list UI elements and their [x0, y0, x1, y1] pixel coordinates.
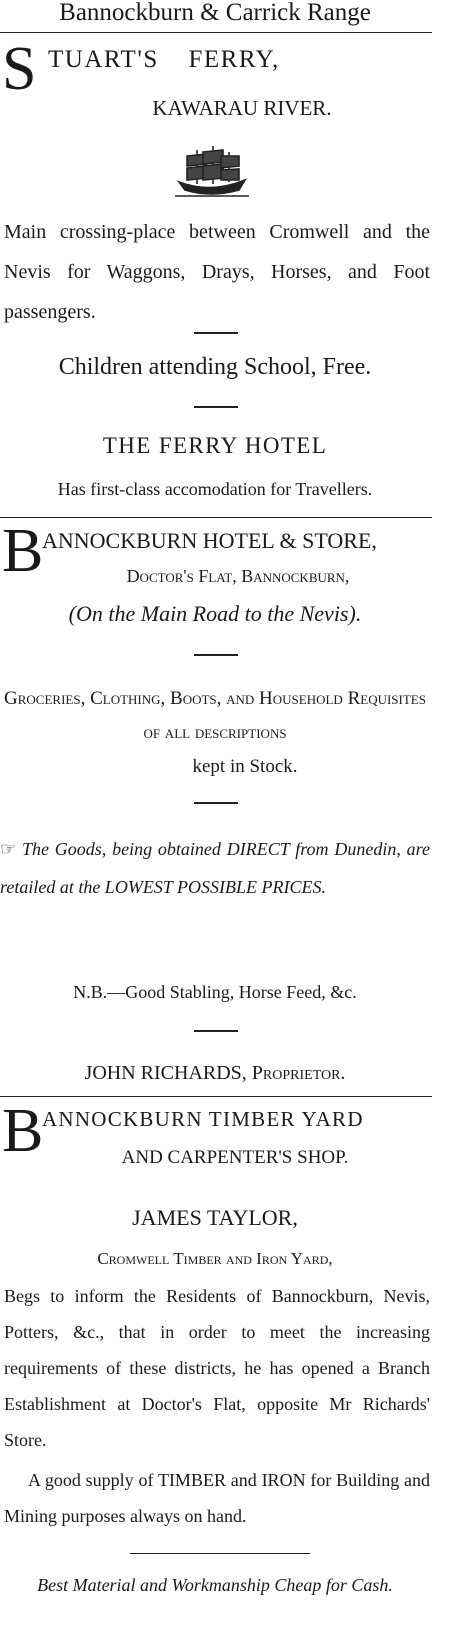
rule-header — [0, 32, 432, 33]
store-goods — [0, 830, 430, 906]
rule-after-store — [0, 1096, 432, 1097]
ferry-children: Children attending School, Free. — [58, 354, 372, 380]
timber-body-text: Begs to inform the Residents of Bannockburn, Nevis, Potters, &c., that in order to meet the increasing requirements of these districts, he has opened a Branch Establishment at Doctor's Flat, opposite Mr Richards' Store. — [4, 1286, 430, 1450]
store-drop-cap: B — [2, 517, 44, 585]
timber-body — [0, 1278, 430, 1458]
rule-ferry-1 — [194, 332, 238, 334]
ferry-hotel-note: Has first-class accomodation for Travellers. — [57, 479, 373, 499]
store-goods-text: The Goods, being obtained DIRECT from Dunedin, are retailed at the LOWEST POSSIBLE PRICES. — [0, 839, 431, 897]
column-header: Bannockburn & Carrick Range — [59, 0, 371, 26]
ferry-hotel: THE FERRY HOTEL — [102, 433, 328, 458]
ferry-body: Main crossing-place between Cromwell and the Nevis for Waggons, Drays, Horses, and Foot passengers. — [4, 221, 430, 323]
store-groceries-last: kept in Stock. — [192, 756, 298, 777]
rule-store-1 — [194, 654, 238, 656]
store-road: (On the Main Road to the Nevis). — [68, 601, 362, 626]
ferry-subtitle: KAWARAU RIVER. — [152, 96, 332, 120]
timber-supply: A good supply of TIMBER and IRON for Building and Mining purposes always on hand. — [4, 1470, 430, 1526]
store-proprietor — [0, 1058, 430, 1088]
store-title: ANNOCKBURN HOTEL & STORE, — [42, 528, 377, 553]
rule-before-footer — [130, 1553, 310, 1554]
rule-store-2 — [194, 802, 238, 804]
store-groceries: Groceries, Clothing, Boots, and Household Requisites of all descriptions — [4, 688, 426, 743]
proprietor-title: Proprietor. — [251, 1062, 346, 1084]
sailing-ship-icon — [173, 142, 251, 200]
rule-after-ferry — [0, 517, 432, 518]
pointing-hand-icon: ☞ — [0, 839, 17, 859]
store-location: Doctor's Flat, Bannockburn, — [126, 566, 350, 586]
timber-yard: Cromwell Timber and Iron Yard, — [97, 1249, 333, 1268]
rule-ferry-2 — [194, 406, 238, 408]
proprietor-name: JOHN RICHARDS, — [84, 1062, 247, 1084]
ferry-title: TUART'S FERRY, — [48, 46, 280, 73]
timber-title: ANNOCKBURN TIMBER YARD — [42, 1107, 364, 1131]
timber-drop-cap: B — [2, 1097, 44, 1165]
store-nb: N.B.—Good Stabling, Horse Feed, &c. — [73, 982, 357, 1002]
timber-footer: Best Material and Workmanship Cheap for Cash. — [37, 1575, 393, 1595]
ferry-drop-cap: S — [2, 35, 37, 103]
timber-name: JAMES TAYLOR, — [132, 1205, 298, 1230]
timber-title-line2: AND CARPENTER'S SHOP. — [121, 1147, 349, 1168]
rule-store-3 — [194, 1030, 238, 1032]
